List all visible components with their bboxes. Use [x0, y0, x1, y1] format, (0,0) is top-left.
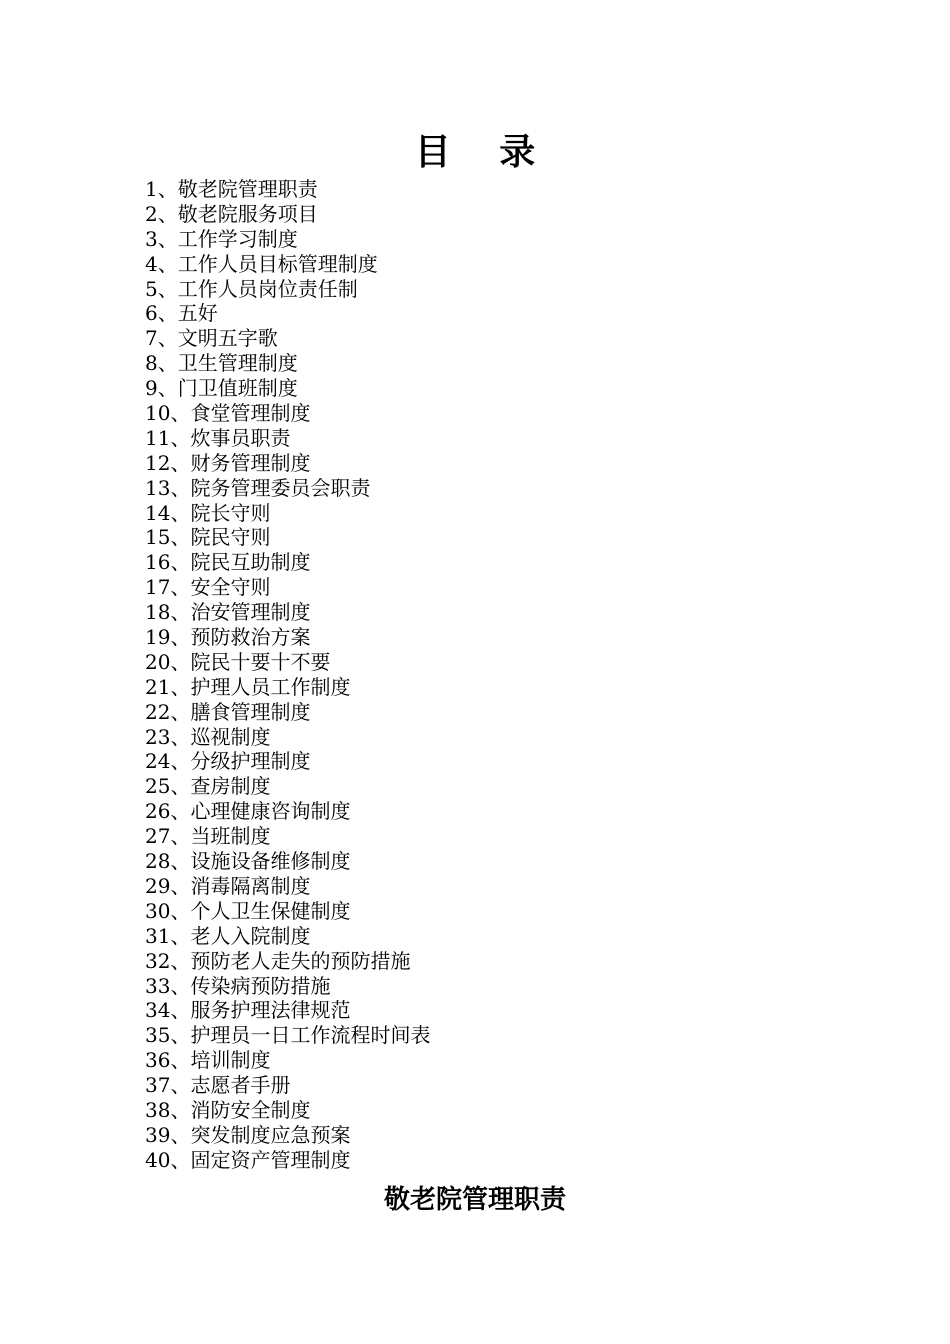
toc-item: 14、院长守则 [145, 500, 271, 525]
toc-item: 26、心理健康咨询制度 [145, 799, 351, 824]
toc-title: 目 录 [414, 132, 554, 173]
toc-item: 20、院民十要十不要 [145, 649, 331, 674]
toc-item: 18、治安管理制度 [145, 600, 311, 625]
toc-item: 17、安全守则 [145, 575, 271, 600]
toc-item: 32、预防老人走失的预防措施 [145, 948, 411, 973]
toc-item: 38、消防安全制度 [145, 1097, 311, 1122]
toc-item: 33、传染病预防措施 [145, 973, 331, 998]
toc-item: 6、五好 [145, 301, 218, 326]
toc-item: 22、膳食管理制度 [145, 699, 311, 724]
toc-item: 1、敬老院管理职责 [145, 177, 318, 201]
toc-item: 13、院务管理委员会职责 [145, 475, 371, 500]
toc-item: 7、文明五字歌 [145, 326, 278, 351]
toc-item: 5、工作人员岗位责任制 [145, 276, 358, 301]
toc-item: 34、服务护理法律规范 [145, 998, 351, 1023]
section-title: 敬老院管理职责 [383, 1185, 566, 1215]
toc-item: 4、工作人员目标管理制度 [145, 251, 378, 276]
toc-item: 28、设施设备维修制度 [145, 849, 351, 874]
toc-item: 37、志愿者手册 [145, 1073, 291, 1098]
toc-item: 10、食堂管理制度 [145, 401, 311, 426]
toc-item: 30、个人卫生保健制度 [145, 898, 351, 923]
toc-item: 24、分级护理制度 [145, 749, 311, 774]
toc-item: 39、突发制度应急预案 [145, 1122, 351, 1147]
toc-item: 36、培训制度 [145, 1048, 271, 1073]
toc-item: 8、卫生管理制度 [145, 351, 298, 376]
toc-item: 27、当班制度 [145, 824, 271, 849]
toc-item: 29、消毒隔离制度 [145, 873, 311, 898]
toc-item: 35、护理员一日工作流程时间表 [145, 1023, 431, 1048]
toc-item: 3、工作学习制度 [145, 226, 298, 251]
toc-item: 23、巡视制度 [145, 724, 271, 749]
toc-item: 11、炊事员职责 [145, 425, 291, 450]
toc-item: 2、敬老院服务项目 [145, 201, 318, 226]
toc-item: 25、查房制度 [145, 774, 271, 799]
toc-item: 9、门卫值班制度 [145, 376, 298, 401]
toc-item: 12、财务管理制度 [145, 450, 311, 475]
toc-item: 15、院民守则 [145, 525, 271, 550]
toc-item: 31、老人入院制度 [145, 923, 311, 948]
toc-item: 40、固定资产管理制度 [145, 1147, 351, 1172]
toc-item: 21、护理人员工作制度 [145, 674, 351, 699]
toc-item: 16、院民互助制度 [145, 550, 311, 575]
toc-item: 19、预防救治方案 [145, 625, 311, 650]
toc-list [145, 177, 845, 1173]
